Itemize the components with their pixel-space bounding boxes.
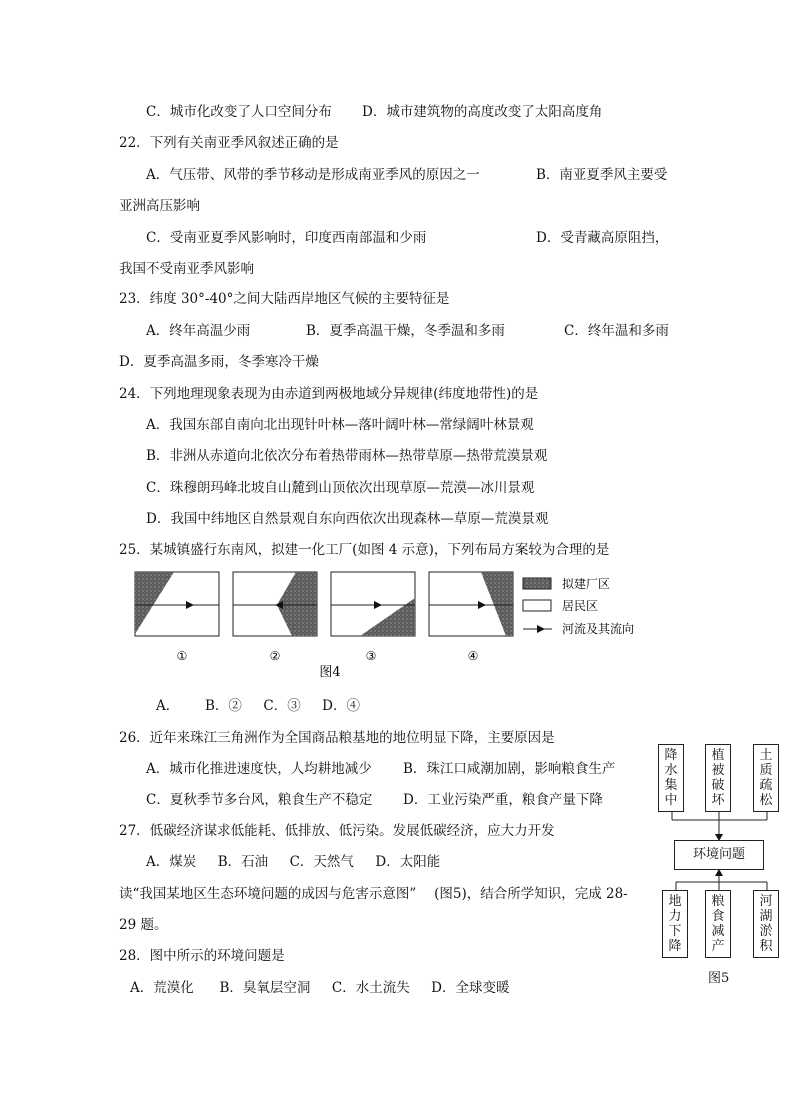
q24-option-b: B．非洲从赤道向北依次分布着热带雨林—热带草原—热带荒漠景观 <box>146 448 548 464</box>
reading-prompt-line-2: 29 题。 <box>119 917 168 933</box>
figure-5-diagram <box>650 742 790 992</box>
cause-box-soil: 土质疏松 <box>753 744 779 812</box>
effect-box-grain: 粮食减产 <box>705 890 731 958</box>
q22-option-a: A．气压带、风带的季节移动是形成南亚季风的原因之一 <box>146 167 480 183</box>
q24-option-a: A．我国东部自南向北出现针叶林—落叶阔叶林—常绿阔叶林景观 <box>146 417 534 433</box>
q26-option-a: A．城市化推进速度快，人均耕地减少 <box>146 761 372 777</box>
q23-option-b: B．夏季高温干燥，冬季温和多雨 <box>306 323 505 339</box>
legend-factory-swatch <box>523 578 551 589</box>
figure-4-panel-4 <box>429 572 513 636</box>
q28-options: A．荒漠化 B．臭氧层空洞 C．水土流失 D．全球变暖 <box>130 980 510 996</box>
q23-option-a: A．终年高温少雨 <box>146 323 251 339</box>
legend-residential-label: 居民区 <box>562 599 599 613</box>
q27-stem: 27．低碳经济谋求低能耗、低排放、低污染。发展低碳经济，应大力开发 <box>119 823 555 839</box>
arrow-up-icon <box>715 869 723 876</box>
q28-stem: 28．图中所示的环境问题是 <box>119 948 285 964</box>
figure-5-caption: 图5 <box>708 971 730 986</box>
q26-option-d: D．工业污染严重，粮食产量下降 <box>403 792 603 808</box>
q27-options: A．煤炭 B．石油 C．天然气 D．太阳能 <box>146 854 441 870</box>
q23-option-c: C．终年温和多雨 <box>564 323 669 339</box>
legend-river-label: 河流及其流向 <box>562 622 635 636</box>
q26-option-c: C．夏秋季节多台风，粮食生产不稳定 <box>146 792 373 808</box>
panel-label-1: ① <box>176 649 188 663</box>
q23-option-d: D．夏季高温多雨，冬季寒冷干燥 <box>119 354 319 370</box>
q22-option-b-cont: 亚洲高压影响 <box>119 198 200 214</box>
figure-4-panel-2 <box>233 572 317 636</box>
legend-river-arrow-icon <box>537 625 545 633</box>
panel-label-4: ④ <box>467 649 479 663</box>
figure-4-panel-3 <box>331 572 415 636</box>
q21-option-c: C．城市化改变了人口空间分布 <box>146 104 332 120</box>
q24-option-c: C．珠穆朗玛峰北坡自山麓到山顶依次出现草原—荒漠—冰川景观 <box>146 480 535 496</box>
q22-stem: 22．下列有关南亚季风叙述正确的是 <box>119 135 339 151</box>
q23-stem: 23．纬度 30°-40°之间大陆西岸地区气候的主要特征是 <box>119 291 450 307</box>
reading-prompt-line-1: 读“我国某地区生态环境问题的成因与危害示意图” (图5)，结合所学知识，完成 28- <box>119 886 628 902</box>
q22-option-c: C．受南亚夏季风影响时，印度西南部温和少雨 <box>146 230 427 246</box>
q25-options: A． B．② C．③ D．④ <box>156 698 360 714</box>
legend-residential-swatch <box>523 600 551 611</box>
q26-stem: 26．近年来珠江三角洲作为全国商品粮基地的地位明显下降，主要原因是 <box>119 730 555 746</box>
center-box-environment-problem: 环境问题 <box>674 840 764 870</box>
q22-option-d-cont: 我国不受南亚季风影响 <box>119 261 254 277</box>
cause-box-vegetation: 植被破坏 <box>705 744 731 812</box>
q26-option-b: B．珠江口咸潮加剧，影响粮食生产 <box>403 761 616 777</box>
q21-option-d: D．城市建筑物的高度改变了太阳高度角 <box>362 104 603 120</box>
q24-option-d: D．我国中纬地区自然景观自东向西依次出现森林—草原—荒漠景观 <box>146 511 549 527</box>
effect-box-silting: 河湖淤积 <box>753 890 779 958</box>
cause-box-rainfall: 降水集中 <box>658 744 684 812</box>
q22-option-b: B．南亚夏季风主要受 <box>536 167 668 183</box>
panel-label-3: ③ <box>365 649 377 663</box>
q25-stem: 25．某城镇盛行东南风，拟建一化工厂(如图 4 示意)，下列布局方案较为合理的是 <box>119 542 610 558</box>
legend-factory-label: 拟建厂区 <box>562 577 611 591</box>
q22-option-d: D．受青藏高原阻挡， <box>536 230 669 246</box>
panel-label-2: ② <box>269 649 281 663</box>
figure-4-diagram <box>134 570 654 690</box>
effect-box-fertility: 地力下降 <box>662 890 688 958</box>
figure-4-panel-1 <box>135 572 219 636</box>
figure-4-caption: 图4 <box>319 665 341 680</box>
q24-stem: 24．下列地理现象表现为由赤道到两极地域分异规律(纬度地带性)的是 <box>119 386 539 402</box>
